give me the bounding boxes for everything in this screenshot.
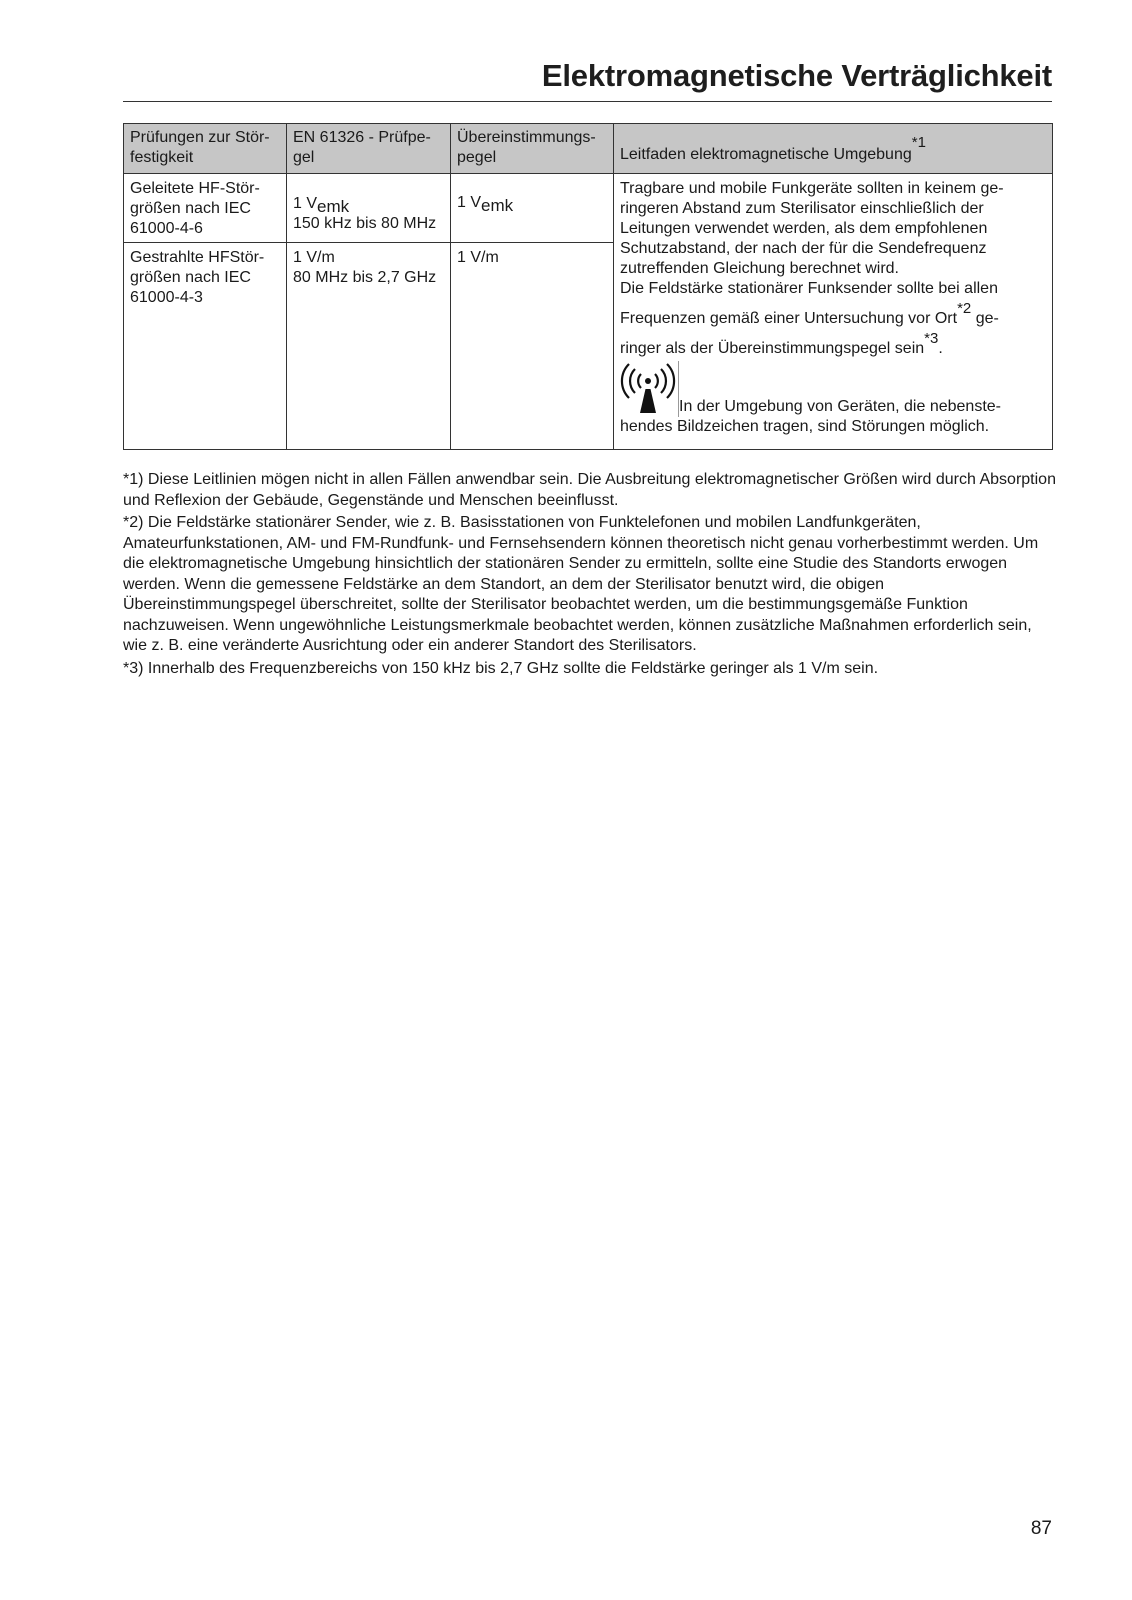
page-title: Elektromagnetische Verträglichkeit (541, 58, 1052, 93)
emv-table (123, 123, 1053, 450)
page-number: 87 (1030, 1518, 1052, 1539)
cell-test-radiated: Gestrahlte HFStör- größen nach IEC 61000-4-3 (124, 243, 287, 450)
footnote-ref-2: *2 (957, 300, 972, 317)
cell-level-radiated: 1 V/m 80 MHz bis 2,7 GHz (287, 243, 451, 450)
radio-antenna-icon (620, 361, 676, 417)
footnote-3: *3) Innerhalb des Frequenzbereichs von 150 kHz bis 2,7 GHz sollte die Feldstärke geringer als 1 V/m sein. (123, 659, 879, 677)
cell-guidance: Tragbare und mobile Funkgeräte sollten in keinem ge- ringeren Abstand zum Sterilisator einschließlich der Leitungen verwendet werden, als dem empfohlenen Schutzabstand, der nach der für die Sendefrequenz zutreffenden Gleichung berechnet wird. Die Feldstärke stationärer Funksender sollte bei allen Frequenzen gemäß einer Untersuchung vor Ort*2 ge- ringer als der Übereinstimmungspegel sein*3. In der Umgebung von Geräten, die nebenste- hendes Bildzeichen tragen, sind Störungen möglich. (614, 174, 1053, 450)
table-row (124, 174, 1053, 243)
footnotes (123, 470, 1058, 681)
footnote-2: *2) Die Feldstärke stationärer Sender, wie z. B. Basisstationen von Funktelefonen und mobilen Landfunkgeräten, Amateurfunkstationen, AM- und FM-Rundfunk- und Fernsehsendern können theoretisch nicht genau vorherbestimmt werden. Um die elektromagnetische Umgebung hinsichtlich der stationären Sender zu ermitteln, sollte eine Studie des Standorts erwogen werden. Wenn die gemessene Feldstärke an dem Standort, an dem der Sterilisator benutzt wird, die obigen Übereinstimmungspegel überschreitet, sollte der Sterilisator beobachtet werden, um die bestimmungsgemäße Funktion nachzuweisen. Wenn ungewöhnliche Leistungsmerkmale beobachtet werden, können zusätzliche Maßnahmen erforderlich sein, wie z. B. eine veränderte Ausrichtung oder ein anderer Standort des Sterilisators. (123, 514, 1039, 654)
table-header-row (124, 124, 1053, 174)
header-cell-guidance: Leitfaden elektromagnetische Umgebung*1 (614, 124, 1053, 174)
footnote-ref-1: *1 (911, 134, 926, 151)
non-ionizing-radiation-icon (620, 361, 679, 417)
header-cell-tests: Prüfungen zur Stör- festigkeit (124, 124, 287, 174)
cell-test-conducted: Geleitete HF-Stör- größen nach IEC 61000-4-6 (124, 174, 287, 243)
header-cell-compliance: Übereinstimmungs- pegel (451, 124, 614, 174)
header-cell-test-level: EN 61326 - Prüfpe- gel (287, 124, 451, 174)
footnote-ref-3: *3 (924, 330, 939, 347)
footnote-1: *1) Diese Leitlinien mögen nicht in allen Fällen anwendbar sein. Die Ausbreitung elektromagnetischer Größen wird durch Absorption und Reflexion der Gebäude, Gegenstände und Menschen beeinflusst. (123, 471, 1056, 509)
cell-level-conducted: 1 Vemk 150 kHz bis 80 MHz (287, 174, 451, 243)
cell-compliance-conducted: 1 Vemk (451, 174, 614, 243)
title-rule (123, 101, 1052, 102)
cell-compliance-radiated: 1 V/m (451, 243, 614, 450)
